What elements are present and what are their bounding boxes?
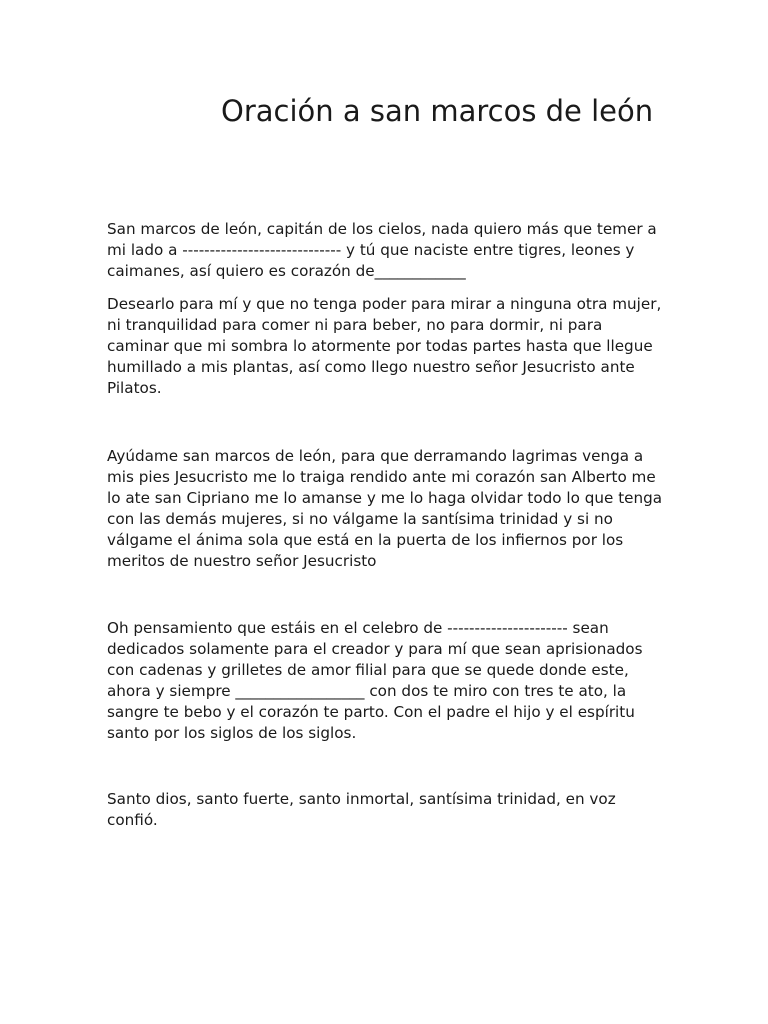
paragraph-invocation: San marcos de león, capitán de los cielos, nada quiero más que temer a mi lado a ----------------------------- y tú que naciste entre tigres, leones y caimanes, así quiero es corazón de____________: [107, 220, 657, 280]
document-title: Oración a san marcos de león: [221, 94, 654, 128]
paragraph-thought: Oh pensamiento que estáis en el celebro de ---------------------- sean dedicados solamente para el creador y para mí que sean aprisionados con cadenas y grilletes de amor filial para que se quede donde este, ahora y siempre _________________ con dos te miro con tres te ato, la sangre te bebo y el corazón te parto. Con el padre el hijo y el espíritu santo por los siglos de los siglos.: [107, 619, 643, 742]
paragraph-desire: Desearlo para mí y que no tenga poder para mirar a ninguna otra mujer, ni tranquilidad para comer ni para beber, no para dormir, ni para caminar que mi sombra lo atormente por todas partes hasta que llegue humillado a mis plantas, así como llego nuestro señor Jesucristo ante Pilatos.: [107, 295, 662, 397]
paragraph-closing: Santo dios, santo fuerte, santo inmortal, santísima trinidad, en voz confió.: [107, 790, 616, 829]
paragraph-help: Ayúdame san marcos de león, para que derramando lagrimas venga a mis pies Jesucristo me lo traiga rendido ante mi corazón san Alberto me lo ate san Cipriano me lo amanse y me lo haga olvidar todo lo que tenga con las demás mujeres, si no válgame la santísima trinidad y si no válgame el ánima sola que está en la puerta de los infiernos por los meritos de nuestro señor Jesucristo: [107, 447, 663, 570]
